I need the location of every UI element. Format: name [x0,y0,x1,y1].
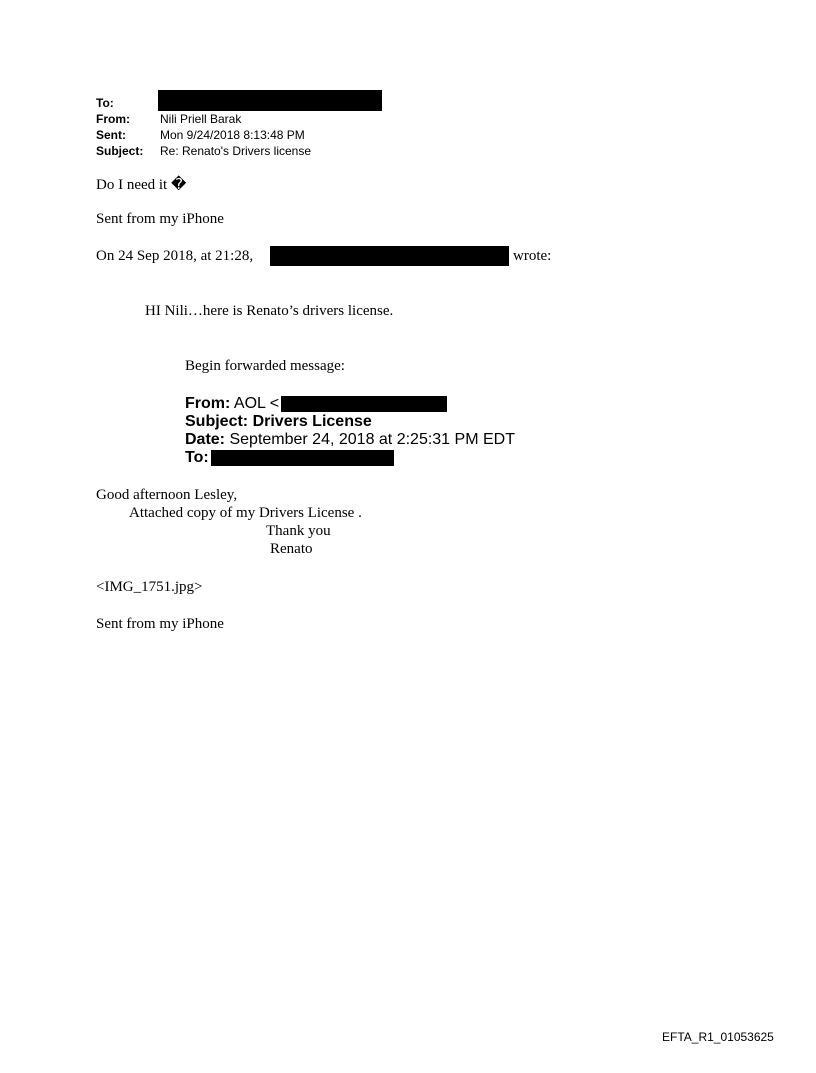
signature: Renato [270,541,313,557]
subject-label: Subject: [96,144,144,158]
redaction-fwd-from [281,396,447,412]
fwd-from-value: AOL < [233,395,280,412]
greeting: Good afternoon Lesley, [96,487,238,503]
document-id: EFTA_R1_01053625 [662,1030,774,1044]
sent-from-iphone-2: Sent from my iPhone [96,616,224,632]
redaction-fwd-to [211,450,394,466]
fwd-from-label: From: [185,395,231,412]
fwd-to [185,449,209,467]
sent-value: Mon 9/24/2018 8:13:48 PM [160,128,305,142]
fwd-date [185,431,515,449]
fwd-subject-value: Drivers License [252,413,372,430]
redaction-sender [270,246,509,266]
to-label: To: [96,96,114,110]
from-label: From: [96,112,130,126]
fwd-subject-label: Subject: [185,413,249,430]
sent-from-iphone: Sent from my iPhone [96,211,224,227]
from-value: Nili Priell Barak [160,112,242,126]
attachment-name: <IMG_1751.jpg> [96,579,203,595]
quote-suffix: wrote: [513,248,552,264]
thanks: Thank you [266,523,331,539]
fwd-subject [185,413,372,431]
subject-value: Re: Renato's Drivers license [160,144,312,158]
forward-note: HI Nili…here is Renato’s drivers license. [145,303,394,319]
fwd-to-label: To: [185,449,209,466]
reply-line: Do I need it � [96,177,187,193]
sent-label: Sent: [96,128,126,142]
fwd-date-label: Date: [185,431,226,448]
begin-forwarded: Begin forwarded message: [185,358,345,374]
fwd-date-value: September 24, 2018 at 2:25:31 PM EDT [229,431,515,448]
redaction-to [158,90,382,111]
message-line: Attached copy of my Drivers License . [129,505,362,521]
fwd-from [185,395,279,413]
quote-prefix: On 24 Sep 2018, at 21:28, [96,248,254,264]
